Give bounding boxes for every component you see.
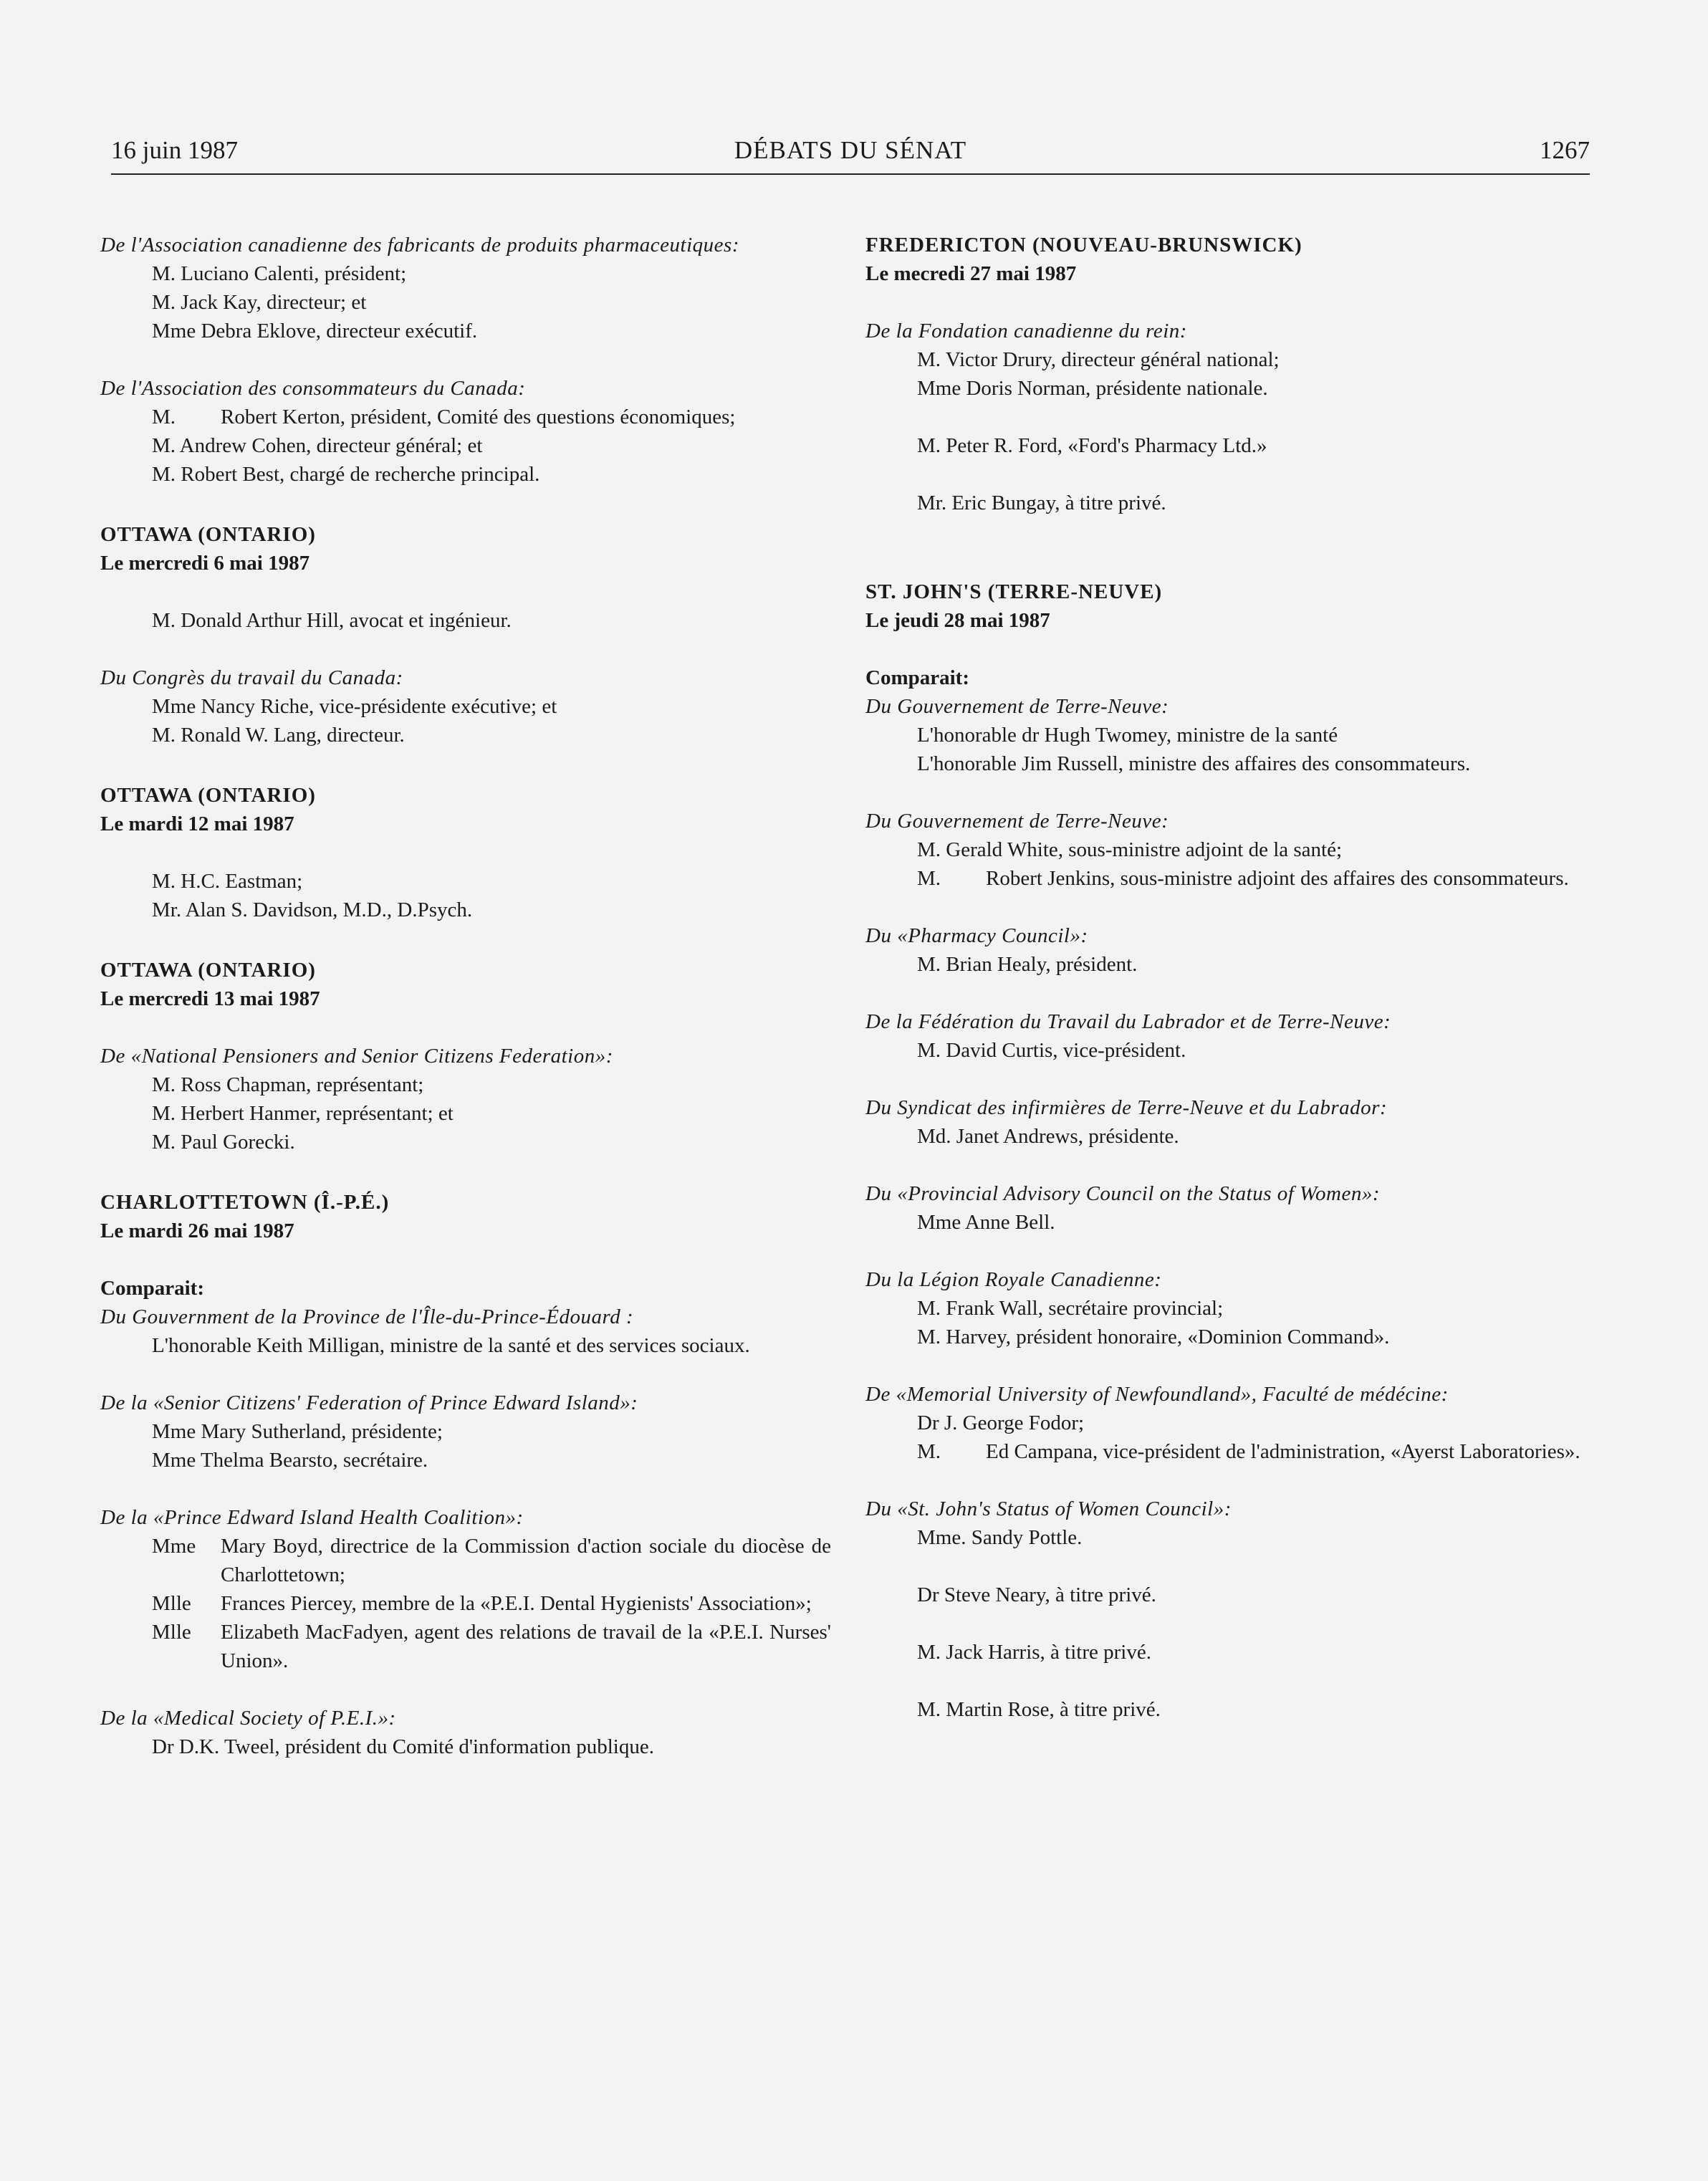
witness-line: Mr. Eric Bungay, à titre privé. [917, 492, 1166, 514]
witness-line: M. Andrew Cohen, directeur général; et [152, 434, 483, 457]
witness-title: Mlle [152, 1592, 191, 1615]
witness-line: L'honorable Keith Milligan, ministre de la santé et des services sociaux. [152, 1334, 750, 1357]
header-page-number: 1267 [1540, 136, 1590, 164]
witness-text: Elizabeth MacFadyen, agent des relations de travail de la «P.E.I. Nurses' Union». [221, 1621, 831, 1672]
org-heading: De la Fédération du Travail du Labrador et de Terre-Neuve: [865, 1010, 1391, 1033]
org-heading: Du «Pharmacy Council»: [865, 924, 1088, 947]
witness-title: M. [152, 406, 176, 428]
org-heading: Du la Légion Royale Canadienne: [865, 1268, 1162, 1291]
witness-entry [100, 1589, 831, 1618]
section-date: Le mardi 26 mai 1987 [100, 1219, 294, 1242]
witness-line: M. Harvey, président honoraire, «Dominion Command». [917, 1326, 1390, 1348]
witness-text: Mary Boyd, directrice de la Commission d'action sociale du diocèse de Charlottetown; [221, 1535, 831, 1586]
section-date: Le mecredi 27 mai 1987 [865, 262, 1077, 285]
witness-line: M. Victor Drury, directeur général national; [917, 348, 1280, 371]
org-heading: De l'Association des consommateurs du Canada: [100, 377, 526, 400]
section-city: ST. JOHN'S (TERRE-NEUVE) [865, 580, 1163, 603]
witness-line: M. Paul Gorecki. [152, 1131, 295, 1154]
witness-line: M. Jack Harris, à titre privé. [917, 1641, 1151, 1664]
section-city: OTTAWA (ONTARIO) [100, 784, 316, 807]
org-heading: Du Gouvernement de Terre-Neuve: [865, 695, 1169, 718]
witness-line: M. David Curtis, vice-président. [917, 1039, 1186, 1062]
witness-entry [865, 1437, 1603, 1466]
witness-line: Mme Doris Norman, présidente nationale. [917, 377, 1268, 400]
comparait-label: Comparait: [100, 1277, 204, 1300]
witness-entry [100, 1618, 831, 1675]
org-heading: De l'Association canadienne des fabricants de produits pharmaceutiques: [100, 234, 739, 257]
page-header [111, 136, 1590, 175]
witness-title: M. [917, 867, 941, 890]
witness-text: Frances Piercey, membre de la «P.E.I. Dental Hygienists' Association»; [221, 1592, 812, 1615]
section-date: Le jeudi 28 mai 1987 [865, 609, 1050, 632]
witness-line: Mme Thelma Bearsto, secrétaire. [152, 1449, 428, 1472]
witness-line: Mme Mary Sutherland, présidente; [152, 1420, 443, 1443]
witness-line: M. Robert Best, chargé de recherche principal. [152, 463, 540, 486]
witness-line: Mme. Sandy Pottle. [917, 1526, 1083, 1549]
witness-line: M. Peter R. Ford, «Ford's Pharmacy Ltd.» [917, 434, 1267, 457]
witness-text: Robert Jenkins, sous-ministre adjoint des affaires des consommateurs. [986, 867, 1569, 890]
org-heading: Du «St. John's Status of Women Council»: [865, 1497, 1232, 1520]
org-heading: De la «Senior Citizens' Federation of Prince Edward Island»: [100, 1391, 638, 1414]
org-heading: Du Syndicat des infirmières de Terre-Neuve et du Labrador: [865, 1096, 1388, 1119]
witness-line: Mme Debra Eklove, directeur exécutif. [152, 320, 478, 342]
witness-line: M. Martin Rose, à titre privé. [917, 1698, 1161, 1721]
witness-line: Dr J. George Fodor; [917, 1411, 1085, 1434]
witness-title: Mme [152, 1535, 196, 1558]
witness-entry [100, 1532, 831, 1589]
witness-line: M. H.C. Eastman; [152, 870, 303, 893]
witness-line: M. Luciano Calenti, président; [152, 262, 407, 285]
witness-line: M. Jack Kay, directeur; et [152, 291, 367, 314]
comparait-label: Comparait: [865, 666, 969, 689]
org-heading: De la Fondation canadienne du rein: [865, 320, 1187, 342]
section-date: Le mardi 12 mai 1987 [100, 813, 294, 835]
witness-entry [100, 403, 831, 431]
witness-line: M. Herbert Hanmer, représentant; et [152, 1102, 454, 1125]
header-date: 16 juin 1987 [111, 136, 238, 164]
section-city: CHARLOTTETOWN (Î.-P.É.) [100, 1191, 390, 1214]
witness-line: Md. Janet Andrews, présidente. [917, 1125, 1179, 1148]
witness-line: M. Gerald White, sous-ministre adjoint de la santé; [917, 838, 1343, 861]
org-heading: Du Gouvernment de la Province de l'Île-du-Prince-Édouard : [100, 1305, 634, 1328]
witness-line: Mr. Alan S. Davidson, M.D., D.Psych. [152, 898, 473, 921]
witness-line: M. Frank Wall, secrétaire provincial; [917, 1297, 1224, 1320]
header-title: DÉBATS DU SÉNAT [734, 136, 967, 164]
witness-text: Robert Kerton, président, Comité des questions économiques; [221, 406, 736, 428]
witness-line: M. Brian Healy, président. [917, 953, 1138, 976]
right-column [865, 231, 1603, 1724]
witness-line: Dr Steve Neary, à titre privé. [917, 1583, 1156, 1606]
witness-title: M. [917, 1440, 941, 1463]
org-heading: De la «Prince Edward Island Health Coalition»: [100, 1506, 524, 1529]
witness-line: L'honorable dr Hugh Twomey, ministre de la santé [917, 724, 1338, 747]
witness-title: Mlle [152, 1621, 191, 1644]
witness-line: Dr D.K. Tweel, président du Comité d'information publique. [152, 1735, 654, 1758]
org-heading: De «National Pensioners and Senior Citizens Federation»: [100, 1045, 613, 1068]
witness-line: M. Ronald W. Lang, directeur. [152, 724, 405, 747]
witness-text: Ed Campana, vice-président de l'administration, «Ayerst Laboratories». [986, 1440, 1580, 1463]
section-city: OTTAWA (ONTARIO) [100, 523, 316, 546]
org-heading: Du «Provincial Advisory Council on the Status of Women»: [865, 1182, 1381, 1205]
witness-line: Mme Nancy Riche, vice-présidente exécutive; et [152, 695, 557, 718]
org-heading: Du Congrès du travail du Canada: [100, 666, 403, 689]
section-city: FREDERICTON (NOUVEAU-BRUNSWICK) [865, 234, 1302, 257]
section-date: Le mercredi 13 mai 1987 [100, 987, 320, 1010]
left-column [100, 231, 831, 1761]
org-heading: Du Gouvernement de Terre-Neuve: [865, 810, 1169, 833]
org-heading: De «Memorial University of Newfoundland», Faculté de médécine: [865, 1383, 1449, 1406]
section-city: OTTAWA (ONTARIO) [100, 959, 316, 982]
org-heading: De la «Medical Society of P.E.I.»: [100, 1707, 396, 1730]
witness-line: L'honorable Jim Russell, ministre des affaires des consommateurs. [917, 752, 1471, 775]
witness-line: M. Donald Arthur Hill, avocat et ingénieur. [152, 609, 512, 632]
witness-line: Mme Anne Bell. [917, 1211, 1055, 1234]
section-date: Le mercredi 6 mai 1987 [100, 552, 310, 575]
witness-entry [865, 864, 1603, 893]
witness-line: M. Ross Chapman, représentant; [152, 1073, 424, 1096]
